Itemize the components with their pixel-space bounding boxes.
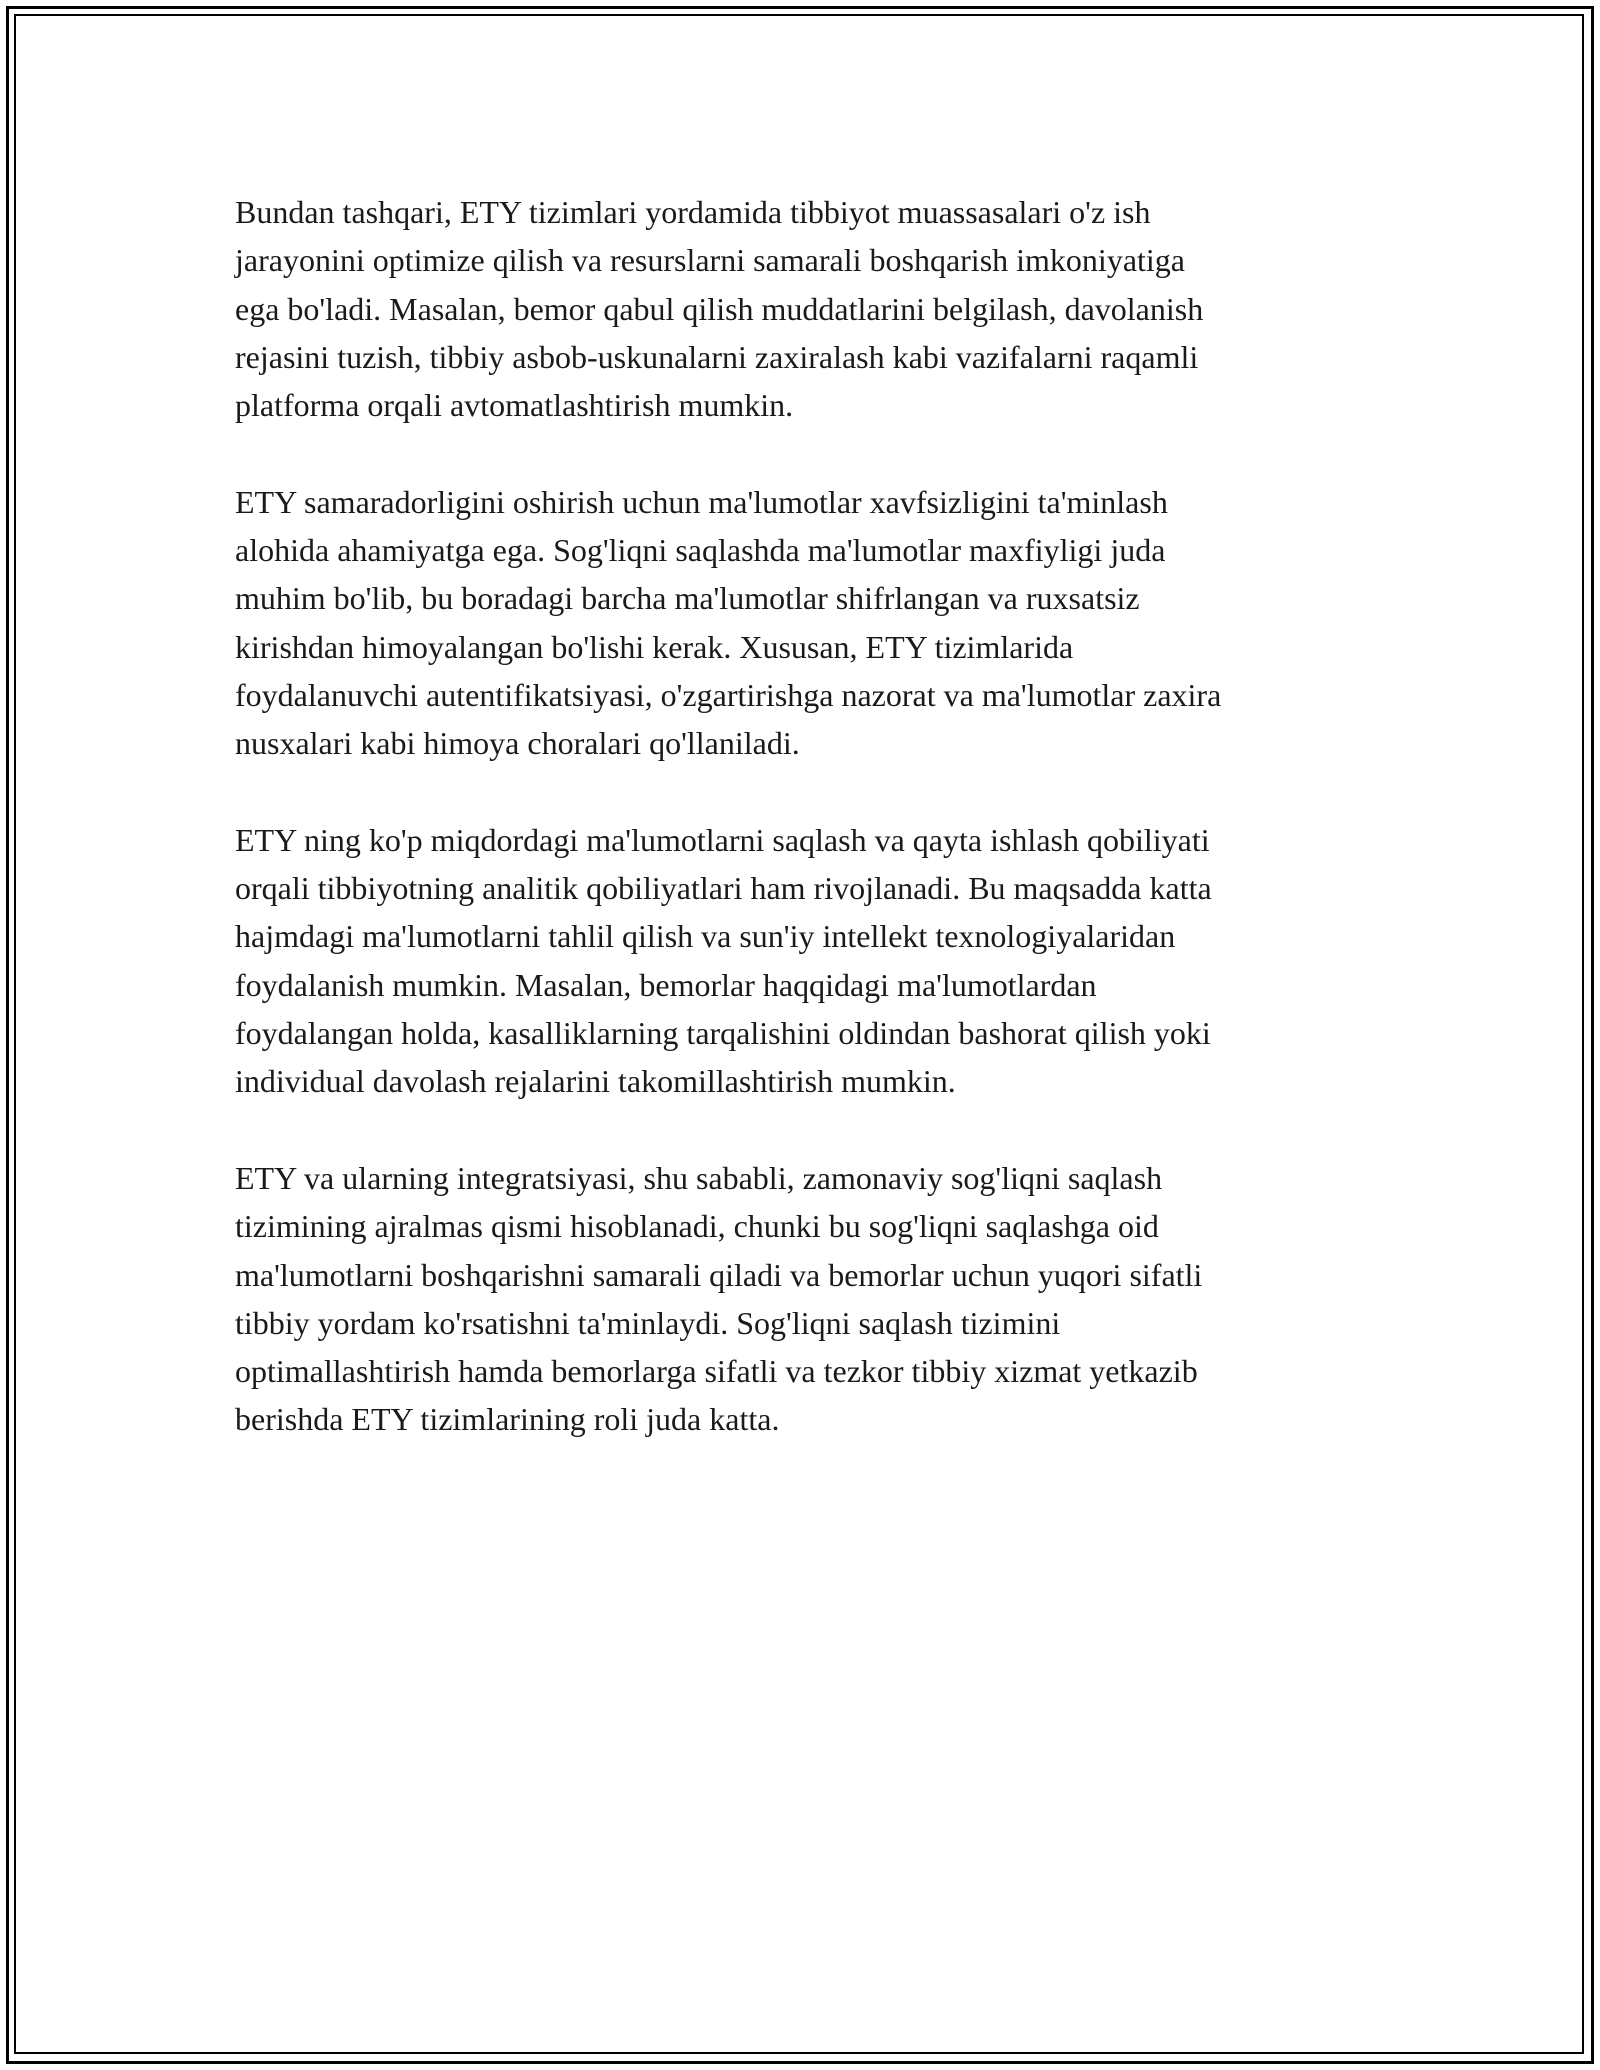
paragraph-1 <box>235 188 1375 429</box>
paragraph-line: ETY va ularning integratsiyasi, shu sababli, zamonaviy sog'liqni saqlash <box>235 1159 1163 1196</box>
paragraph-4 <box>235 1154 1375 1444</box>
paragraph-3 <box>235 816 1375 1106</box>
paragraph-line: alohida ahamiyatga ega. Sog'liqni saqlashda ma'lumotlar maxfiyligi juda <box>235 532 1166 569</box>
paragraph-line: kirishdan himoyalangan bo'lishi kerak. Xususan, ETY tizimlarida <box>235 628 1074 665</box>
paragraph-2 <box>235 478 1375 768</box>
paragraph-line: rejasini tuzish, tibbiy asbob-uskunalarni zaxiralash kabi vazifalarni raqamli <box>235 338 1199 375</box>
document-body <box>235 188 1375 1492</box>
paragraph-line: optimallashtirish hamda bemorlarga sifatli va tezkor tibbiy xizmat yetkazib <box>235 1353 1198 1390</box>
paragraph-line: muhim bo'lib, bu boradagi barcha ma'lumotlar shifrlangan va ruxsatsiz <box>235 580 1140 617</box>
paragraph-line: individual davolash rejalarini takomillashtirish mumkin. <box>235 1063 956 1100</box>
paragraph-line: hajmdagi ma'lumotlarni tahlil qilish va sun'iy intellekt texnologiyalaridan <box>235 918 1176 955</box>
paragraph-line: ma'lumotlarni boshqarishni samarali qiladi va bemorlar uchun yuqori sifatli <box>235 1256 1203 1293</box>
paragraph-line: nusxalari kabi himoya choralari qo'llaniladi. <box>235 725 800 762</box>
paragraph-line: tibbiy yordam ko'rsatishni ta'minlaydi. Sog'liqni saqlash tizimini <box>235 1304 1061 1341</box>
paragraph-line: platforma orqali avtomatlashtirish mumkin. <box>235 387 794 424</box>
paragraph-line: jarayonini optimize qilish va resurslarni samarali boshqarish imkoniyatiga <box>235 242 1185 279</box>
paragraph-line: ega bo'ladi. Masalan, bemor qabul qilish muddatlarini belgilash, davolanish <box>235 290 1204 327</box>
paragraph-line: foydalangan holda, kasalliklarning tarqalishini oldindan bashorat qilish yoki <box>235 1015 1211 1052</box>
paragraph-line: berishda ETY tizimlarining roli juda katta. <box>235 1401 780 1438</box>
paragraph-line: Bundan tashqari, ETY tizimlari yordamida tibbiyot muassasalari o'z ish <box>235 194 1151 230</box>
paragraph-line: ETY samaradorligini oshirish uchun ma'lumotlar xavfsizligini ta'minlash <box>235 483 1168 520</box>
paragraph-line: foydalanish mumkin. Masalan, bemorlar haqqidagi ma'lumotlardan <box>235 966 1097 1003</box>
paragraph-line: ETY ning ko'p miqdordagi ma'lumotlarni saqlash va qayta ishlash qobiliyati <box>235 821 1210 858</box>
paragraph-line: foydalanuvchi autentifikatsiyasi, o'zgartirishga nazorat va ma'lumotlar zaxira <box>235 676 1222 713</box>
paragraph-line: tizimining ajralmas qismi hisoblanadi, chunki bu sog'liqni saqlashga oid <box>235 1208 1159 1245</box>
paragraph-line: orqali tibbiyotning analitik qobiliyatlari ham rivojlanadi. Bu maqsadda katta <box>235 870 1212 907</box>
